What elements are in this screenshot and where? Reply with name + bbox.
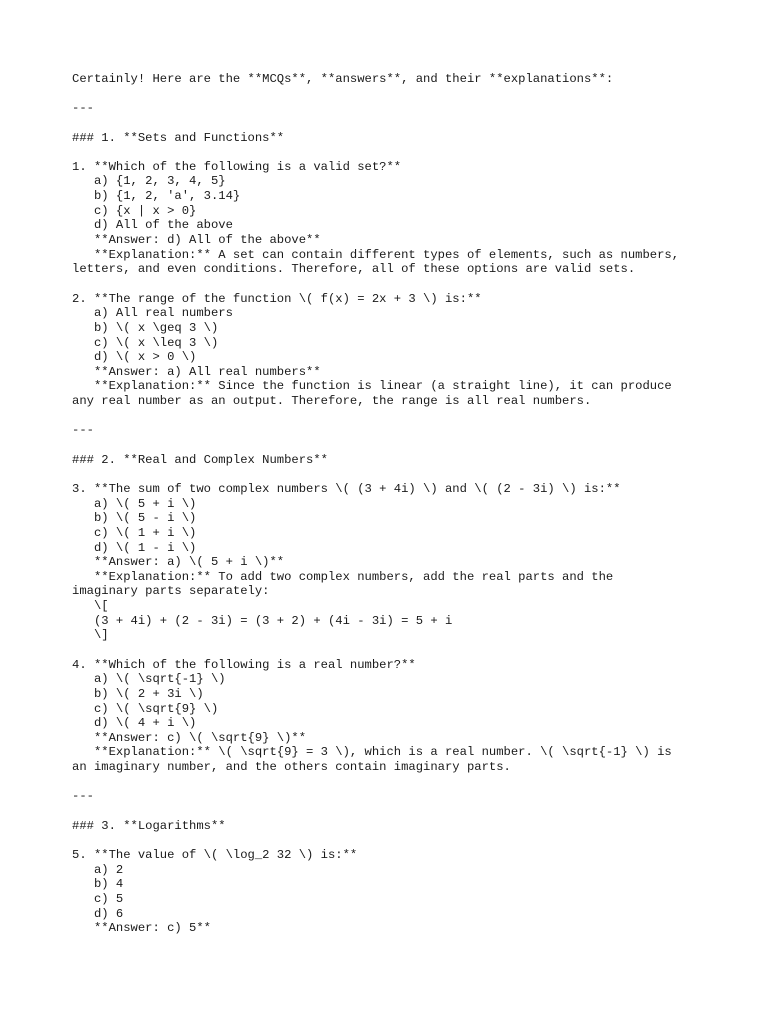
question-line: 1. **Which of the following is a valid set?** [72, 159, 402, 174]
question-line: 2. **The range of the function \( f(x) = 2x + 3 \) is:** [72, 291, 482, 306]
blank-line [72, 116, 712, 131]
section-heading: ### 1. **Sets and Functions** [72, 130, 285, 145]
explanation-line: **Explanation:** \( \sqrt{9} = 3 \), which is a real number. \( \sqrt{-1} \) is [72, 745, 672, 760]
blank-line [72, 409, 712, 424]
option-line: c) 5 [72, 891, 124, 906]
divider-line: --- [72, 423, 94, 438]
option-line: d) \( 4 + i \) [72, 716, 197, 731]
divider-line: --- [72, 101, 94, 116]
math-line: \] [72, 628, 109, 643]
document-body [72, 72, 712, 936]
question-line: 3. **The sum of two complex numbers \( (3 + 4i) \) and \( (2 - 3i) \) is:** [72, 481, 621, 496]
option-line: c) {x | x > 0} [72, 203, 197, 218]
answer-line: **Answer: d) All of the above** [72, 233, 321, 248]
option-line: a) 2 [72, 862, 124, 877]
blank-line [72, 804, 712, 819]
option-line: a) All real numbers [72, 306, 233, 321]
blank-line [72, 467, 712, 482]
explanation-line: imaginary parts separately: [72, 584, 270, 599]
explanation-line: **Explanation:** Since the function is linear (a straight line), it can produce [72, 379, 672, 394]
option-line: a) {1, 2, 3, 4, 5} [72, 174, 226, 189]
blank-line [72, 775, 712, 790]
explanation-line: **Explanation:** To add two complex numbers, add the real parts and the [72, 569, 614, 584]
answer-line: **Answer: c) 5** [72, 921, 211, 936]
explanation-line: letters, and even conditions. Therefore, all of these options are valid sets. [72, 262, 636, 277]
option-line: b) {1, 2, 'a', 3.14} [72, 189, 241, 204]
math-line: (3 + 4i) + (2 - 3i) = (3 + 2) + (4i - 3i) = 5 + i [72, 613, 453, 628]
option-line: b) 4 [72, 877, 124, 892]
blank-line [72, 833, 712, 848]
divider-line: --- [72, 789, 94, 804]
intro-line: Certainly! Here are the **MCQs**, **answers**, and their **explanations**: [72, 72, 614, 86]
option-line: d) \( x > 0 \) [72, 350, 197, 365]
option-line: b) \( 5 - i \) [72, 511, 197, 526]
option-line: c) \( x \leq 3 \) [72, 335, 219, 350]
option-line: c) \( \sqrt{9} \) [72, 701, 219, 716]
answer-line: **Answer: c) \( \sqrt{9} \)** [72, 730, 307, 745]
math-line: \[ [72, 599, 109, 614]
answer-line: **Answer: a) All real numbers** [72, 364, 321, 379]
blank-line [72, 145, 712, 160]
section-heading: ### 3. **Logarithms** [72, 818, 226, 833]
explanation-line: an imaginary number, and the others contain imaginary parts. [72, 760, 511, 775]
blank-line [72, 87, 712, 102]
answer-line: **Answer: a) \( 5 + i \)** [72, 555, 285, 570]
option-line: b) \( x \geq 3 \) [72, 320, 219, 335]
blank-line [72, 438, 712, 453]
option-line: d) 6 [72, 906, 124, 921]
option-line: d) \( 1 - i \) [72, 540, 197, 555]
blank-line [72, 643, 712, 658]
explanation-line: any real number as an output. Therefore, the range is all real numbers. [72, 394, 592, 409]
question-line: 5. **The value of \( \log_2 32 \) is:** [72, 847, 358, 862]
explanation-line: **Explanation:** A set can contain different types of elements, such as numbers, [72, 247, 680, 262]
option-line: a) \( \sqrt{-1} \) [72, 672, 226, 687]
blank-line [72, 277, 712, 292]
question-line: 4. **Which of the following is a real number?** [72, 657, 416, 672]
option-line: a) \( 5 + i \) [72, 496, 197, 511]
option-line: c) \( 1 + i \) [72, 525, 197, 540]
section-heading: ### 2. **Real and Complex Numbers** [72, 452, 328, 467]
option-line: d) All of the above [72, 218, 233, 233]
option-line: b) \( 2 + 3i \) [72, 686, 204, 701]
